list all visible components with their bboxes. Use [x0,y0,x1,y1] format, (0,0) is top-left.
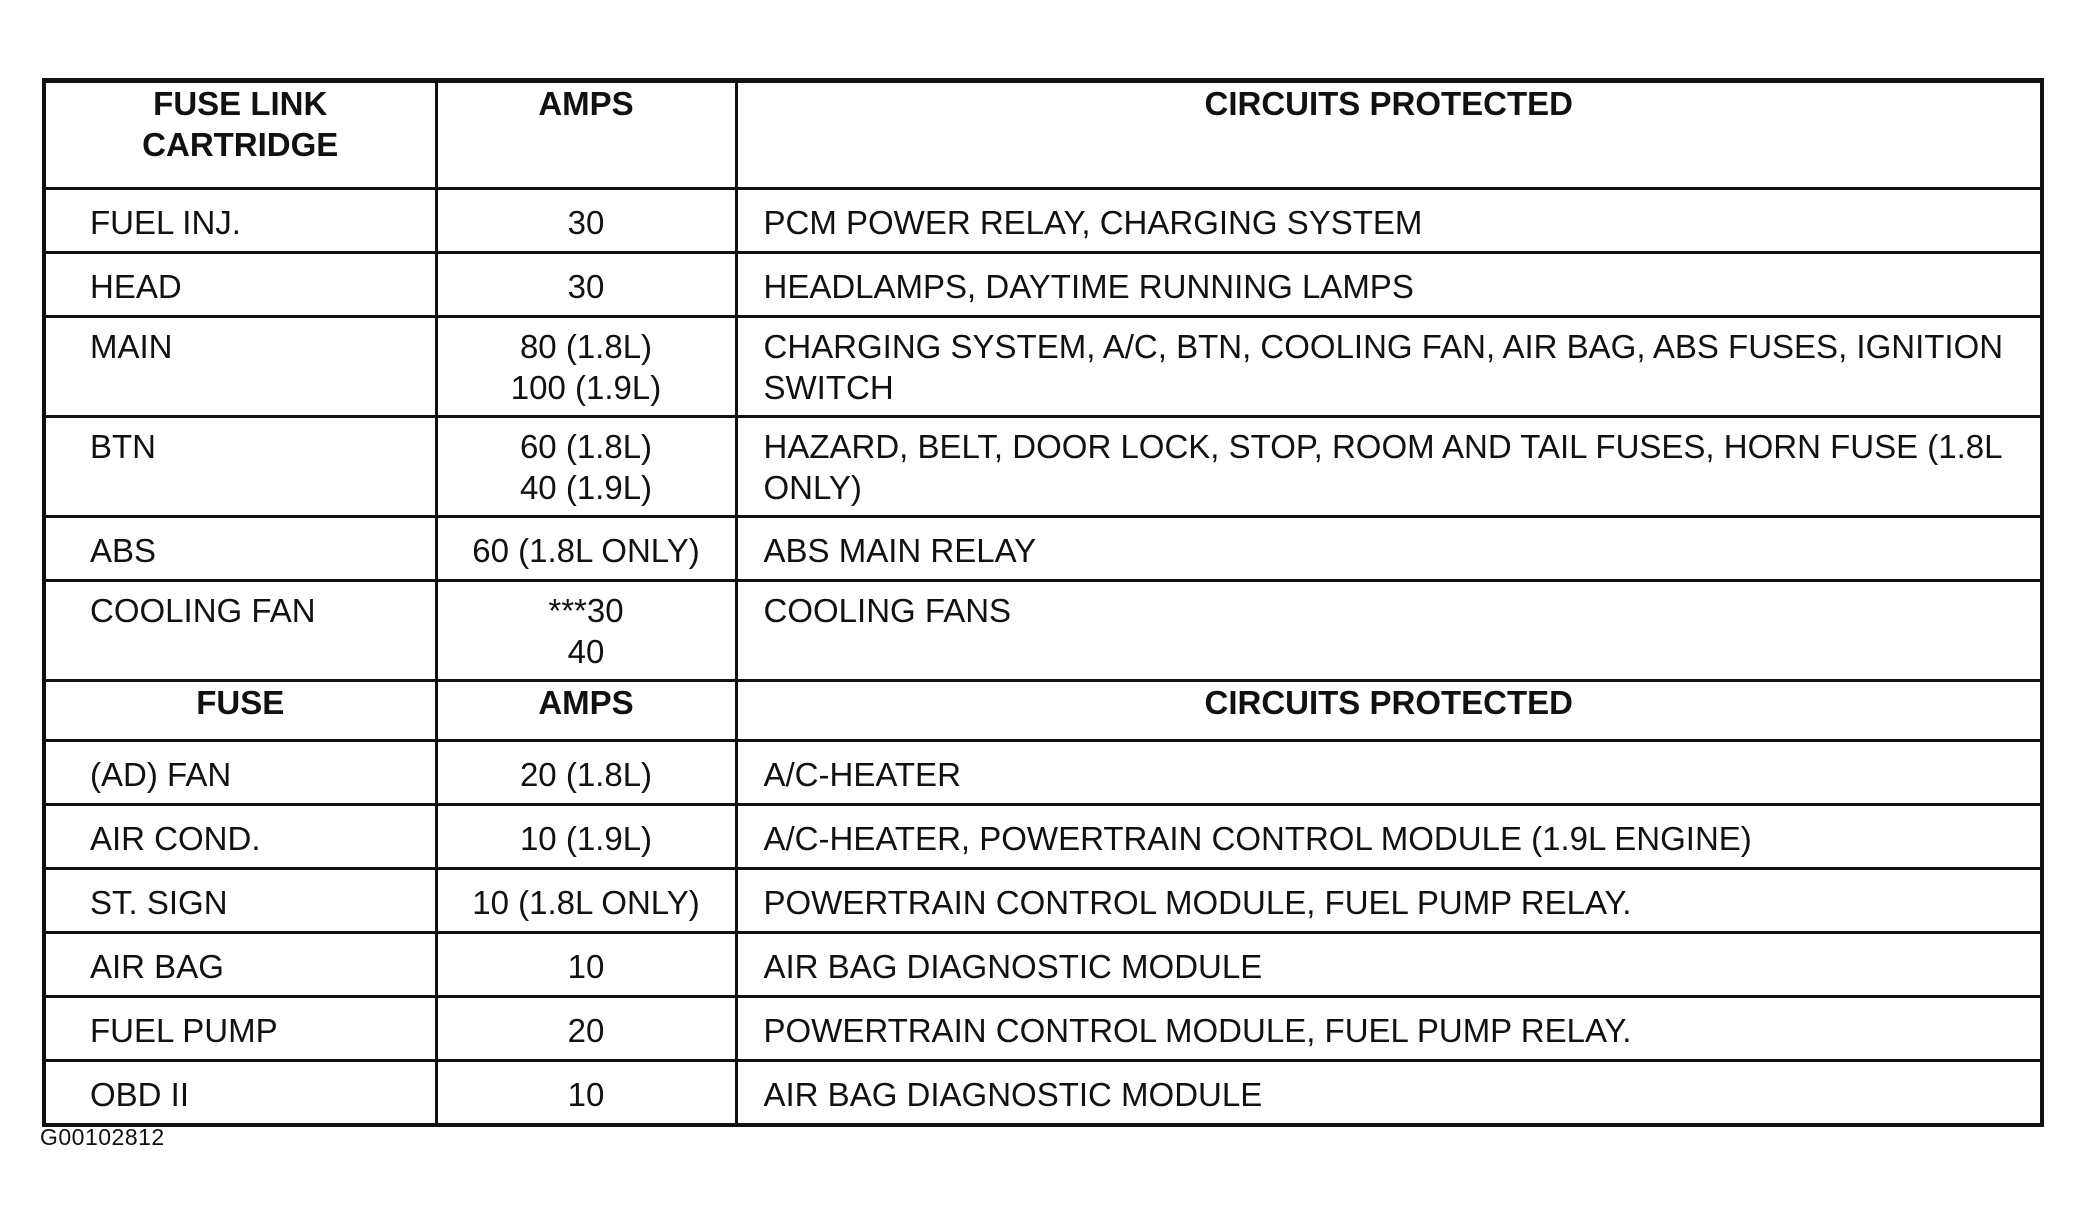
fuse-circuits: A/C-HEATER [736,741,2042,805]
fuse-name: (AD) FAN [44,741,436,805]
amps-value: 40 (1.9L) [519,469,653,506]
table-row [44,417,2042,517]
fuse-amps [436,933,736,997]
header-fuse: FUSE [44,681,436,741]
fuse-circuits: PCM POWER RELAY, CHARGING SYSTEM [736,189,2042,253]
fuse-name: MAIN [44,317,436,417]
fuse-amps [436,253,736,317]
fuse-circuits: POWERTRAIN CONTROL MODULE, FUEL PUMP RELAY. [736,997,2042,1061]
amps-value: 30 [567,204,605,241]
fuse-circuits: COOLING FANS [736,581,2042,681]
fuse-amps [436,189,736,253]
fuse-amps [436,517,736,581]
fuse-circuits: POWERTRAIN CONTROL MODULE, FUEL PUMP RELAY. [736,869,2042,933]
fuse-name: OBD II [44,1061,436,1125]
table-row [44,317,2042,417]
fuse-name: FUEL INJ. [44,189,436,253]
header-amps: AMPS [436,81,736,189]
table-row [44,933,2042,997]
fuse-circuits: AIR BAG DIAGNOSTIC MODULE [736,933,2042,997]
amps-value: 80 (1.8L) [519,328,653,365]
fuse-header-row [44,681,2042,741]
table-row [44,1061,2042,1125]
fuse-circuits: A/C-HEATER, POWERTRAIN CONTROL MODULE (1.9L ENGINE) [736,805,2042,869]
fuse-amps [436,869,736,933]
fuse-amps [436,1061,736,1125]
fuse-name: BTN [44,417,436,517]
fuse-amps [436,805,736,869]
table-row [44,869,2042,933]
amps-value: 100 (1.9L) [510,369,662,406]
table-row [44,805,2042,869]
table-row [44,517,2042,581]
fuse-name: ABS [44,517,436,581]
fuse-amps [436,741,736,805]
fuse-amps [436,417,736,517]
fuse-name: ST. SIGN [44,869,436,933]
fuse-link-header-row [44,81,2042,189]
amps-value: 10 [567,1076,605,1113]
fuse-circuits: ABS MAIN RELAY [736,517,2042,581]
header-circuits-protected: CIRCUITS PROTECTED [736,81,2042,189]
amps-value: ***30 [548,592,624,629]
table-row [44,741,2042,805]
header-amps: AMPS [436,681,736,741]
table-row [44,253,2042,317]
fuse-name: FUEL PUMP [44,997,436,1061]
fuse-name: HEAD [44,253,436,317]
amps-value: 30 [567,268,605,305]
header-fuse-link-line1: FUSE LINK [153,85,328,122]
fuse-circuits: AIR BAG DIAGNOSTIC MODULE [736,1061,2042,1125]
amps-value: 10 (1.9L) [519,820,653,857]
fuse-name: AIR COND. [44,805,436,869]
amps-value: 40 [567,633,605,670]
header-fuse-link-line2: CARTRIDGE [142,126,339,163]
fuse-amps [436,317,736,417]
amps-value: 20 (1.8L) [519,756,653,793]
figure-code: G00102812 [40,1124,165,1150]
amps-value: 20 [567,1012,605,1049]
fuse-circuits: CHARGING SYSTEM, A/C, BTN, COOLING FAN, AIR BAG, ABS FUSES, IGNITION SWITCH [736,317,2042,417]
table-row [44,189,2042,253]
fuse-circuits: HAZARD, BELT, DOOR LOCK, STOP, ROOM AND TAIL FUSES, HORN FUSE (1.8L ONLY) [736,417,2042,517]
header-circuits-protected: CIRCUITS PROTECTED [736,681,2042,741]
amps-value: 60 (1.8L ONLY) [472,532,700,569]
amps-value: 60 (1.8L) [519,428,653,465]
fuse-circuits: HEADLAMPS, DAYTIME RUNNING LAMPS [736,253,2042,317]
fuse-amps [436,581,736,681]
fuse-name: COOLING FAN [44,581,436,681]
table-row [44,997,2042,1061]
amps-value: 10 (1.8L ONLY) [472,884,700,921]
fuse-amps [436,997,736,1061]
header-fuse-link-cartridge [44,81,436,189]
amps-value: 10 [567,948,605,985]
fuse-table [42,78,2044,1127]
table-row [44,581,2042,681]
fuse-name: AIR BAG [44,933,436,997]
